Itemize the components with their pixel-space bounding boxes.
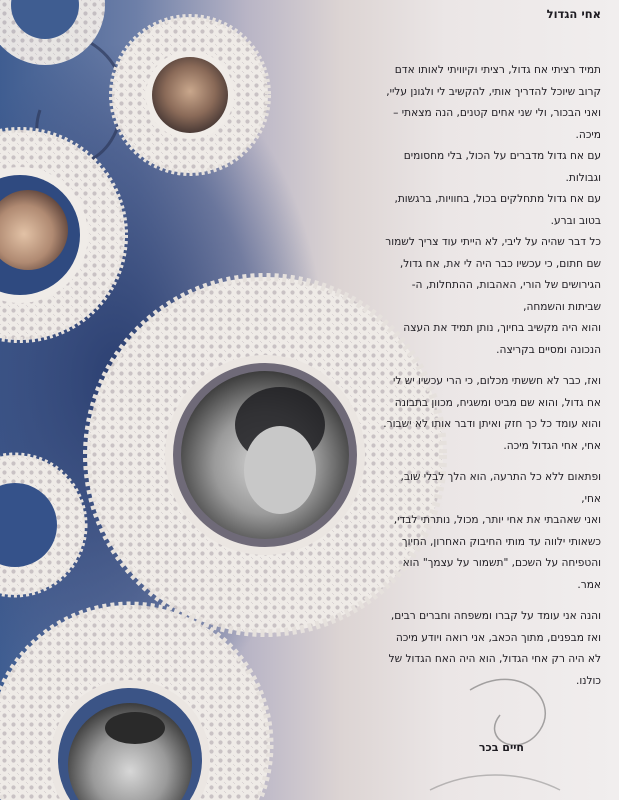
poem-line: מיכה.: [575, 128, 601, 141]
poem-line: כולנו.: [575, 674, 601, 687]
doily-frame-left-middle: [0, 455, 85, 595]
doily-frame-top-left: [0, 0, 105, 65]
poem-line: שם חתום, כי עכשיו כבר היה לי את, אח גדול,: [399, 257, 601, 270]
poem-line: הנכונה ומסיים בקריצה.: [496, 343, 601, 356]
poem-line: שביתות והשמחה,: [523, 300, 601, 313]
portrait-photo-1: [152, 57, 228, 133]
poem-line: והוא היה מקשיב בחיוך, נותן תמיד את העצה: [403, 322, 601, 334]
poem-line: ופתאום ללא כל התרעה, הוא הלך לבלי שוב,: [400, 471, 601, 483]
poem-line: לא היה רק אחי הגדול, הוא היה האח הגדול של: [388, 653, 601, 665]
poem-line: קרוב שיוכל להדריך אותי, להקשיב לי ולגונן עליי,: [386, 85, 601, 98]
poem-line: ואני שאהבתי את אחי יותר, מכול, נותרתי לבדי,: [393, 514, 601, 526]
poem-body: [383, 60, 601, 692]
poem-line: והוא עומד כל כך חזק ואיתן ודבר אותו לא ישבור.: [383, 418, 601, 430]
poem-line: אחי, אחי הגדול מיכה.: [503, 439, 601, 452]
poem-line: וגבולות.: [565, 171, 601, 184]
poem-title: אחי הגדול: [546, 7, 601, 21]
doily-frame-bottom: [0, 605, 270, 800]
poem-line: תמיד רציתי אח גדול, רציתי וקיוויתי לאותו אדם: [394, 64, 601, 76]
poem-line: בטוב וברע.: [550, 214, 601, 227]
poem-line: עם אח גדול מדברים על הכול, בלי מחסומים: [403, 150, 601, 162]
poem-line: ואז, כבר לא חששתי מכלום, כי הרי עכשיו יש לי: [393, 375, 601, 387]
poem-line: ואני הבכור, ולי שני אחים קטנים, הנה מצאתי –: [393, 107, 601, 119]
poem-line: אחי,: [581, 492, 601, 505]
poem-line: כל דבר שהיה על ליבי, לא הייתי עוד צריך לשמור: [385, 236, 601, 248]
doily-frame-left: [0, 130, 125, 340]
poem-line: הגירושים של הורי, האהבות, ההתחלות, ה-: [411, 279, 601, 291]
signature: חיים בכר: [478, 741, 524, 754]
poem-line: עם אח גדול מתחלקים בכול, בחוויות, ברגשות,: [394, 193, 601, 205]
poem-line: כשאותי ילווה עד מותי החיבוק האחרון, החיוך: [401, 535, 601, 548]
poem-line: והנה אני עומד על קברו ומשפחה וחברים רבים,: [390, 610, 601, 622]
poem-line: אמר.: [577, 578, 601, 591]
poem-line: והטפיחה על השכם, "תשמור על עצמך" הוא: [402, 557, 601, 569]
poem-line: אח גדול, והוא שם מביט ומשגיח, מכוון בתבונה: [394, 396, 601, 409]
poem-line: ואז מבפנים, מתוך הכאב, אני רואה ויודע מיכה: [395, 631, 601, 644]
doily-frame-top: [112, 17, 268, 173]
